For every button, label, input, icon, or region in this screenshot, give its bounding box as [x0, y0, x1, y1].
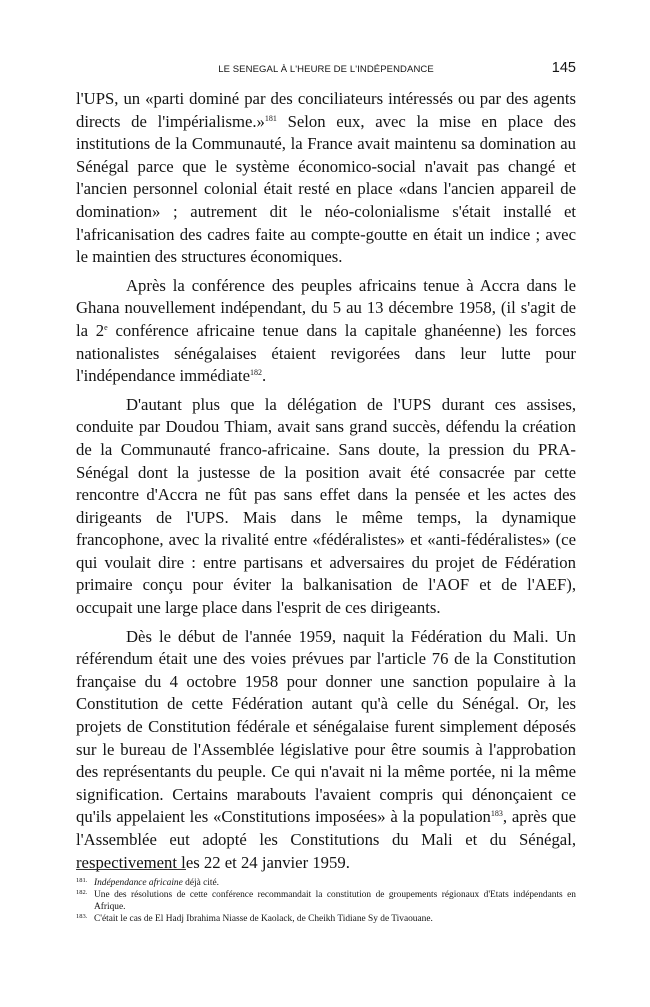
footnote-text: Une des résolutions de cette conférence recommandait la constitution de groupements régionaux d'Etats indépendants en Afrique.: [94, 890, 576, 912]
page-number: 145: [551, 60, 576, 76]
paragraph-1-text-a: l'UPS, un «parti dominé par des conciliateurs intéressés ou par des agents directs de l'impérialisme.»: [76, 89, 576, 131]
paragraph-2: [76, 275, 576, 388]
paragraph-4-text-a: Dès le début de l'année 1959, naquit la Fédération du Mali. Un référendum était une des voies prévues par l'article 76 de la Constitution française du 4 octobre 1958 pour donner une sanction populaire à la Constitution de cette Fédération autant qu'à celle du Sénégal. Or, les projets de Constitution fédérale et sénégalaise furent simplement déposés sur le bureau de l'Assemblée législative pour être soumis à l'approbation des représentants du peuple. Ce qui n'avait ni la même portée, ni la même signification. Certains marabouts l'avaient compris qui dénonçaient ce qu'ils appelaient les «Constitutions imposées» à la population: [76, 626, 576, 827]
paragraph-4-text-b: , après que l'Assemblée eut adopté les Constitutions du Mali et du Sénégal, respectivement les 22 et 24 janvier 1959.: [76, 807, 576, 872]
paragraph-1: [76, 88, 576, 269]
footnote-181: [76, 877, 576, 889]
footnote-number: 182.: [76, 889, 88, 896]
footnote-title: Indépendance africaine: [94, 878, 183, 888]
running-title: LE SENEGAL À L'HEURE DE L'INDÉPENDANCE: [218, 64, 434, 75]
page-header: [76, 62, 576, 78]
footnote-182: [76, 889, 576, 913]
body-text: [76, 88, 576, 874]
paragraph-1-text-b: Selon eux, avec la mise en place des institutions de la Communauté, la France avait maintenu sa domination au Sénégal parce que le système économico-social n'avait pas changé et l'ancien personnel colonial était resté en place «dans l'ancien appareil de domination» ; autrement dit le néo-colonialisme s'était installé et l'africanisation des cadres faite au compte-goutte en était un indice ; avec le maintien des structures économiques.: [76, 111, 576, 267]
paragraph-4: [76, 626, 576, 875]
paragraph-3: D'autant plus que la délégation de l'UPS durant ces assises, conduite par Doudou Thiam, avait sans grand succès, défendu la création de la Communauté franco-africaine. Sans doute, la pression du PRA-Sénégal dont la justesse de la position avait été consacrée par cette rencontre d'Accra ne fût pas sans effet dans la pensée et les actes des dirigeants de l'UPS. Mais dans le même temps, la dynamique francophone, avec la rivalité entre «fédéralistes» et «anti-fédéralistes» (ce qui voulait dire : entre partisans et adversaires du projet de Fédération primaire conçu pour éviter la balkanisation de l'AOF et de l'AEF), occupait une large place dans l'esprit de ces dirigeants.: [76, 394, 576, 618]
footnote-text: C'était le cas de El Hadj Ibrahima Niasse de Kaolack, de Cheikh Tidiane Sy de Tivaouane.: [94, 914, 433, 924]
footnotes: [76, 877, 576, 925]
paragraph-2-text-b: conférence africaine tenue dans la capitale ghanéenne) les forces nationalistes sénégalaises étaient revigorées dans leur lutte pour l'indépendance immédiate: [76, 320, 576, 386]
footnote-text: déjà cité.: [182, 878, 219, 888]
footnote-number: 183.: [76, 913, 88, 920]
ordinal-superscript: e: [104, 322, 108, 332]
footnote-ref-182[interactable]: 182: [249, 368, 262, 378]
footnote-separator: [76, 869, 186, 870]
footnote-number: 181.: [76, 877, 88, 884]
paragraph-2-text-c: .: [261, 366, 267, 386]
footnote-ref-183[interactable]: 183: [490, 809, 503, 819]
footnote-ref-181[interactable]: 181: [264, 113, 277, 123]
footnote-183: [76, 913, 576, 925]
paragraph-2-text-a: Après la conférence des peuples africains tenue à Accra dans le Ghana nouvellement indépendant, du 5 au 13 décembre 1958, (il s'agit de la 2: [76, 275, 576, 340]
